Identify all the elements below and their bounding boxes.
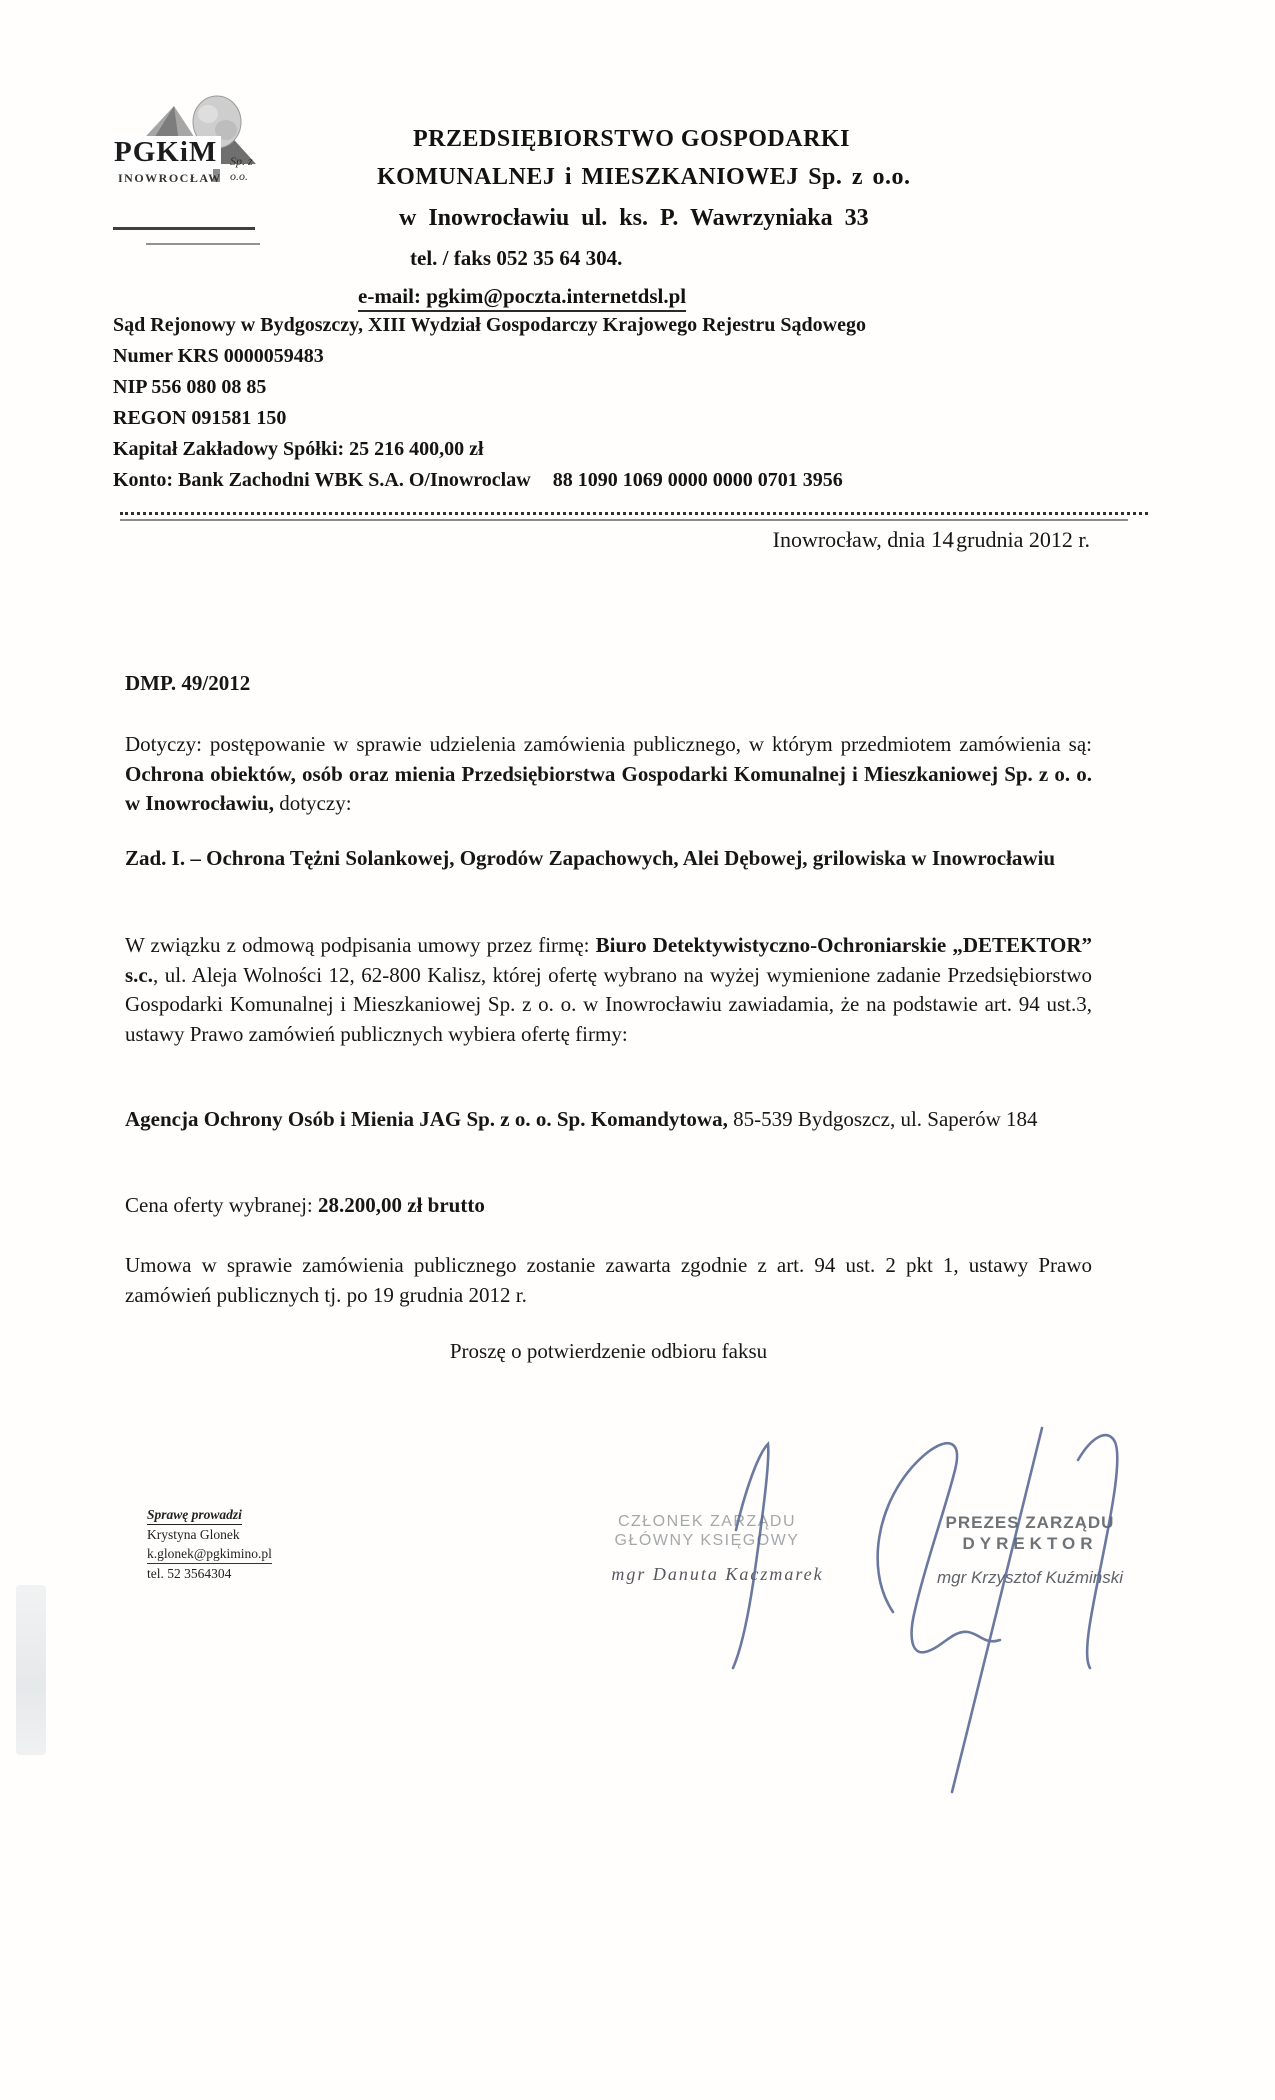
contact-name: Krystyna Glonek	[147, 1527, 240, 1542]
date-month-year: grudnia 2012 r.	[956, 527, 1090, 552]
stamp-chief-accountant	[582, 1512, 832, 1550]
letterhead-email: e-mail: pgkim@poczta.internetdsl.pl	[358, 284, 686, 312]
contact-email: k.glonek@pgkimino.pl	[147, 1544, 272, 1564]
bank-account-label: Konto: Bank Zachodni WBK S.A. O/Inowroclaw	[113, 469, 531, 491]
company-logo	[112, 92, 264, 192]
logo-underline-gray	[146, 243, 260, 245]
stamp-president-director	[905, 1512, 1155, 1554]
stamp-chief-accountant-role2: GŁÓWNY KSIĘGOWY	[614, 1532, 800, 1549]
registry-court: Sąd Rejonowy w Bydgoszczy, XIII Wydział Gospodarczy Krajowego Rejestru Sądowego	[113, 314, 866, 336]
date-place: Inowrocław, dnia	[772, 527, 926, 552]
stamp-president-role1: PREZES ZARZĄDU	[945, 1513, 1115, 1532]
letterhead-company-name-line2: KOMUNALNEJ i MIESZKANIOWEJ Sp. z o.o.	[377, 164, 911, 190]
price-label: Cena oferty wybranej:	[125, 1193, 319, 1217]
logo-city: INOWROCŁAW	[118, 171, 222, 185]
closing-paragraph: Umowa w sprawie zamówienia publicznego zostanie zawarta zgodnie z art. 94 ust. 2 pkt 1, ustawy Prawo zamówień publicznych tj. po 19 grudnia 2012 r.	[125, 1253, 1092, 1307]
stamp-president-name: mgr Krzysztof Kuźmiński	[936, 1568, 1124, 1587]
logo-company-abbreviation: PGKiM	[112, 136, 221, 169]
price-line	[125, 1191, 1092, 1221]
logo-company-suffix: Sp. z o.o.	[230, 154, 253, 183]
date-day-handwritten: 14	[930, 526, 955, 553]
price-value: 28.200,00 zł brutto	[318, 1193, 485, 1217]
winner-paragraph	[125, 1105, 1092, 1135]
contact-phone: tel. 52 3564304	[147, 1566, 232, 1581]
rejected-company-name: Biuro Detektywistyczno-Ochroniarskie „DETEKTOR” s.c.	[125, 933, 1092, 987]
letterhead-address: w Inowrocławiu ul. ks. P. Wawrzyniaka 33	[399, 205, 869, 231]
reference-number: DMP. 49/2012	[125, 671, 251, 695]
contact-heading: Sprawę prowadzi	[147, 1505, 242, 1525]
case-contact-block	[147, 1505, 272, 1583]
subject-text: Dotyczy: postępowanie w sprawie udzielenia zamówienia publicznego, w którym przedmiotem zamówienia są:	[125, 732, 1092, 756]
subject-text-end: dotyczy:	[273, 791, 352, 815]
scan-artifact	[16, 1585, 46, 1755]
fax-confirmation-note: Proszę o potwierdzenie odbioru faksu	[449, 1339, 768, 1363]
main-paragraph	[125, 931, 1092, 1049]
signature-danuta-kaczmarek	[733, 1444, 768, 1668]
logo-underline-dark	[113, 227, 255, 230]
letterhead-company-name-line1: PRZEDSIĘBIORSTWO GOSPODARKI	[413, 126, 850, 152]
registry-nip: NIP 556 080 08 85	[113, 376, 267, 398]
stamp-chief-accountant-name: mgr Danuta Kaczmarek	[611, 1564, 824, 1584]
registry-capital: Kapitał Zakładowy Spółki: 25 216 400,00 zł	[113, 438, 484, 460]
task-title: Zad. I. – Ochrona Tężni Solankowej, Ogrodów Zapachowych, Alei Dębowej, grilowiska w Inowrocławiu	[125, 846, 1056, 870]
letterhead-phone-fax: tel. / faks 052 35 64 304.	[410, 246, 623, 270]
stamp-chief-accountant-role1: CZŁONEK ZARZĄDU	[617, 1513, 797, 1530]
dotted-separator	[120, 512, 1148, 515]
registry-krs: Numer KRS 0000059483	[113, 345, 324, 367]
subject-paragraph	[125, 730, 1092, 819]
main-text-continued: , ul. Aleja Wolności 12, 62-800 Kalisz, której ofertę wybrano na wyżej wymienione zadanie Przedsiębiorstwo Gospodarki Komunalnej i Mieszkaniowej Sp. z o. o. w Inowrocławiu zawiadamia, że na podstawie art. 94 ust.3, ustawy Prawo zamówień publicznych wybiera ofertę firmy:	[125, 962, 1092, 1046]
main-text: W związku z odmową podpisania umowy przez firmę:	[125, 933, 596, 957]
registry-regon: REGON 091581 150	[113, 407, 287, 429]
winner-company-name: Agencja Ochrony Osób i Mienia JAG Sp. z o. o. Sp. Komandytowa,	[125, 1107, 728, 1131]
winner-company-address: 85-539 Bydgoszcz, ul. Saperów 184	[727, 1107, 1038, 1131]
company-registry-info	[113, 314, 866, 500]
stamp-president-role2: DYREKTOR	[962, 1534, 1098, 1553]
solid-separator	[120, 519, 1128, 521]
signature-krzysztof-kuzminski-diagonal	[952, 1428, 1042, 1792]
bank-account-number: 88 1090 1069 0000 0000 0701 3956	[552, 469, 843, 491]
registry-bank-account	[113, 469, 866, 491]
date-line	[500, 527, 1090, 553]
subject-bold-text: Ochrona obiektów, osób oraz mienia Przedsiębiorstwa Gospodarki Komunalnej i Mieszkaniowej Sp. z o. o. w Inowrocławiu,	[125, 761, 1092, 815]
